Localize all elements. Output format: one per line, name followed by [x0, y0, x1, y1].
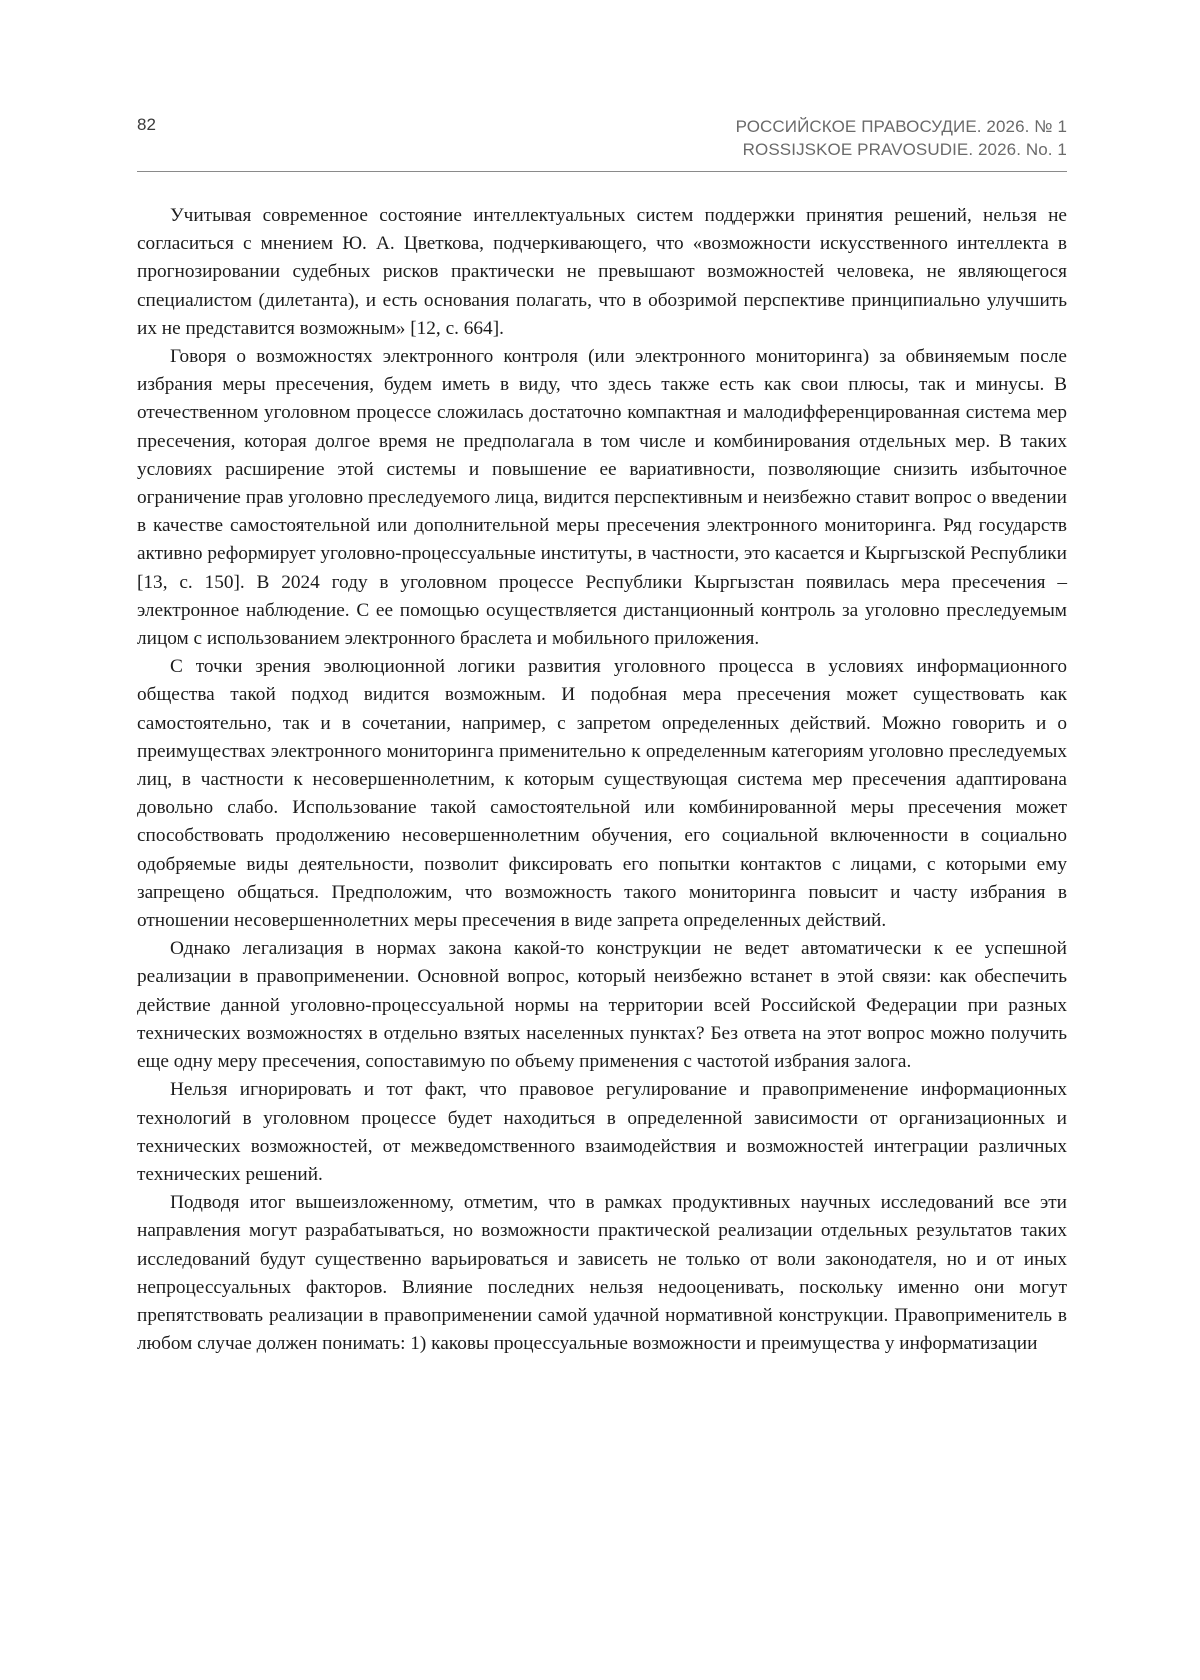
- journal-title-ru: РОССИЙСКОЕ ПРАВОСУДИЕ. 2026. № 1: [735, 117, 1067, 136]
- paragraph: Учитывая современное состояние интеллектуальных систем поддержки принятия решений, нельзя не согласиться с мнением Ю. А. Цветкова, подчеркивающего, что «возможности искусственного интеллекта в прогнозировании судебных рисков практически не превышают возможностей человека, не являющегося специалистом (дилетанта), и есть основания полагать, что в обозримой перспективе принципиально улучшить их не представится возможным» [12, с. 664].: [137, 205, 1067, 339]
- running-header: [137, 112, 1067, 174]
- article-body: [137, 202, 1067, 1358]
- paragraph: Однако легализация в нормах закона какой-то конструкции не ведет автоматически к ее успешной реализации в правоприменении. Основной вопрос, который неизбежно встанет в этой связи: как обеспечить действие данной уголовно-процессуальной нормы на территории всей Российской Федерации при разных технических возможностях в отдельно взятых населенных пунктах? Без ответа на этот вопрос можно получить еще одну меру пресечения, сопоставимую по объему применения с частотой избрания залога.: [137, 938, 1067, 1073]
- paragraph: Нельзя игнорировать и тот факт, что правовое регулирование и правоприменение информационных технологий в уголовном процессе будет находиться в определенной зависимости от организационных и технических возможностей, от межведомственного взаимодействия и возможностей интеграции различных технических решений.: [137, 1079, 1067, 1185]
- paragraph: С точки зрения эволюционной логики развития уголовного процесса в условиях информационного общества такой подход видится возможным. И подобная мера пресечения может существовать как самостоятельно, так и в сочетании, например, с запретом определенных действий. Можно говорить и о преимуществах электронного мониторинга применительно к определенным категориям уголовно преследуемых лиц, в частности к несовершеннолетним, к которым существующая система мер пресечения адаптирована довольно слабо. Использование такой самостоятельной или комбинированной меры пресечения может способствовать продолжению несовершеннолетним обучения, его социальной включенности в социально одобряемые виды деятельности, позволит фиксировать его попытки контактов с лицами, с которыми ему запрещено общаться. Предположим, что возможность такого мониторинга повысит и часту избрания в отношении несовершеннолетних меры пресечения в виде запрета определенных действий.: [137, 656, 1067, 932]
- journal-title-en: ROSSIJSKOE PRAVOSUDIE. 2026. No. 1: [742, 140, 1067, 159]
- paragraph: Говоря о возможностях электронного контроля (или электронного мониторинга) за обвиняемым после избрания меры пресечения, будем иметь в виду, что здесь также есть как свои плюсы, так и минусы. В отечественном уголовном процессе сложилась достаточно компактная и малодифференцированная система мер пресечения, которая долгое время не предполагала в том числе и комбинирования отдельных мер. В таких условиях расширение этой системы и повышение ее вариативности, позволяющие снизить избыточное ограничение прав уголовно преследуемого лица, видится перспективным и неизбежно ставит вопрос о введении в качестве самостоятельной или дополнительной меры пресечения электронного мониторинга. Ряд государств активно реформирует уголовно-процессуальные институты, в частности, это касается и Кыргызской Республики [13, с. 150]. В 2024 году в уголовном процессе Республики Кыргызстан появилась мера пресечения – электронное наблюдение. С ее помощью осуществляется дистанционный контроль за уголовно преследуемым лицом с использованием электронного браслета и мобильного приложения.: [137, 346, 1067, 650]
- page-number: 82: [137, 115, 156, 134]
- paragraph: Подводя итог вышеизложенному, отметим, что в рамках продуктивных научных исследований все эти направления могут разрабатываться, но возможности практической реализации отдельных результатов таких исследований будут существенно варьироваться и зависеть не только от воли законодателя, но и от иных непроцессуальных факторов. Влияние последних нельзя недооценивать, поскольку именно они могут препятствовать реализации в правоприменении самой удачной нормативной конструкции. Правоприменитель в любом случае должен понимать: 1) каковы процессуальные возможности и преимущества у информатизации: [137, 1192, 1067, 1355]
- header-divider: [137, 171, 1067, 172]
- journal-title: [736, 115, 1067, 161]
